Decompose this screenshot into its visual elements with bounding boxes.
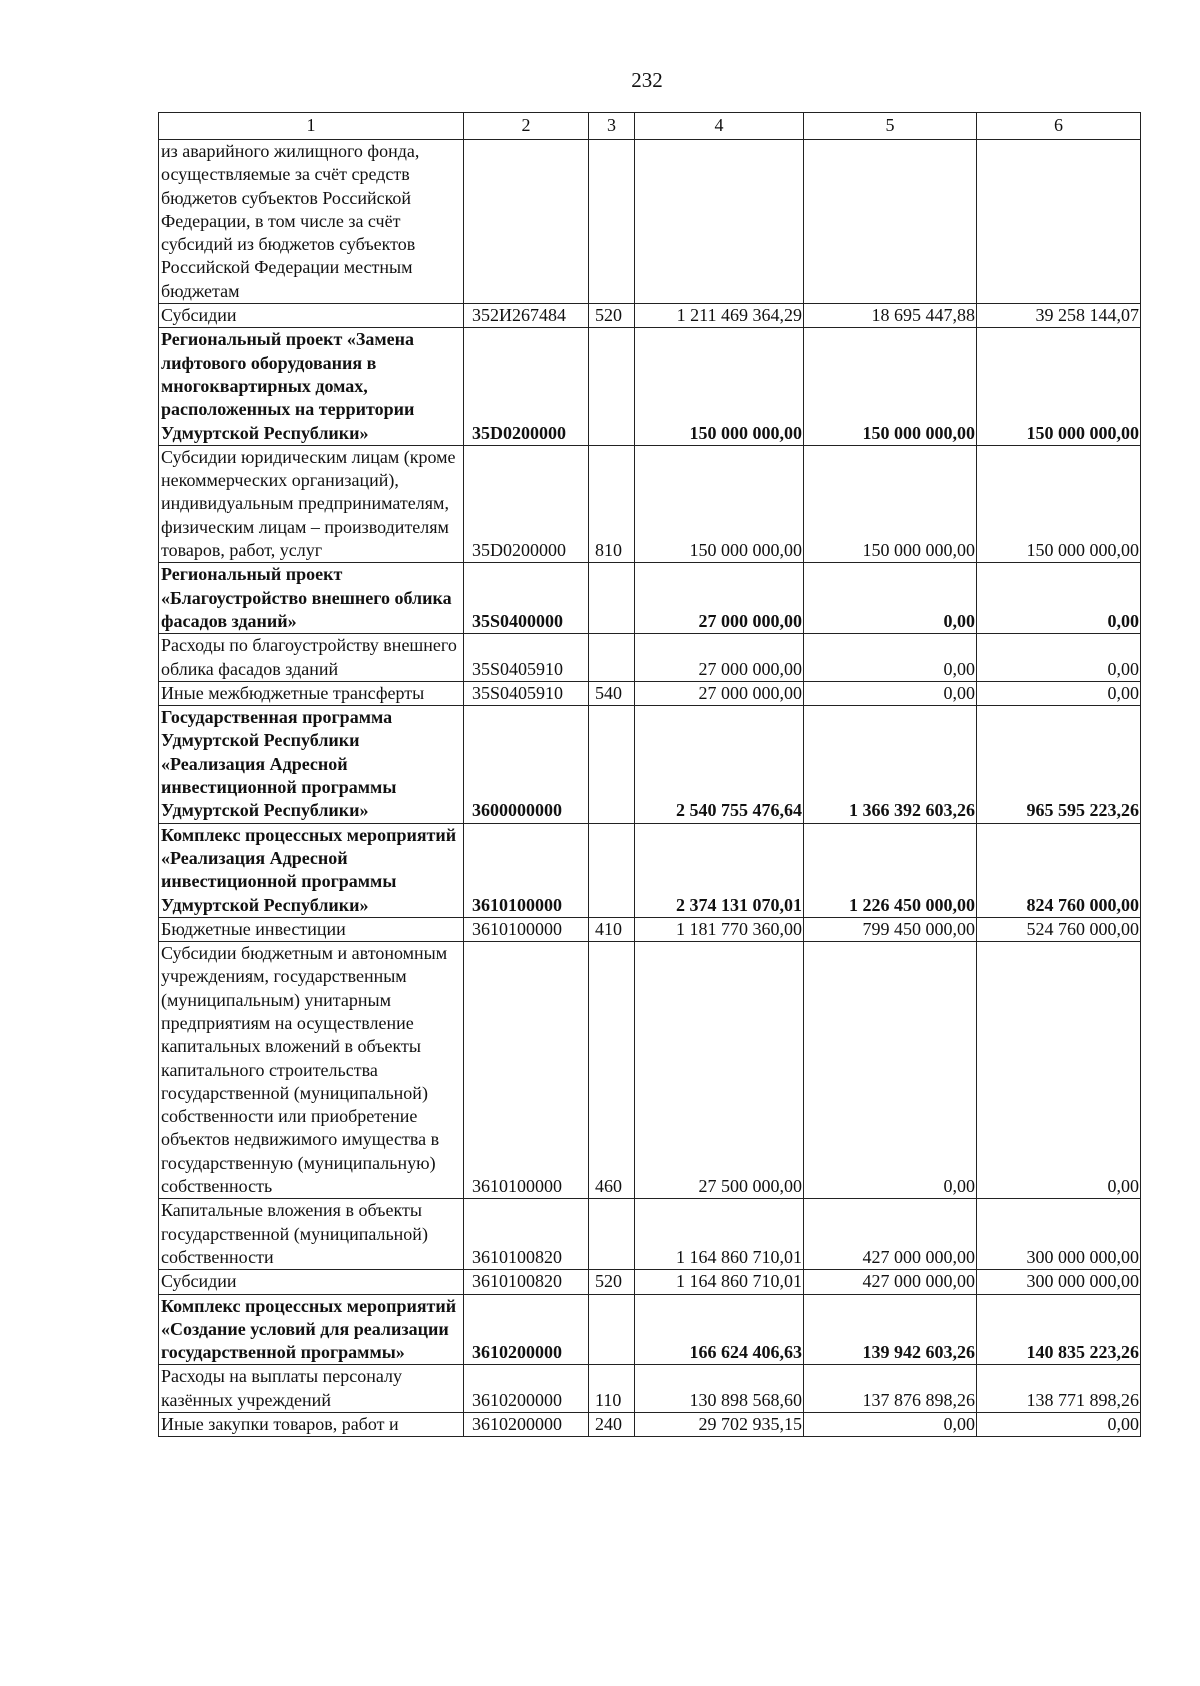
row-value-col5: 150 000 000,00 [804,445,977,562]
header-col-5: 5 [804,113,977,140]
row-value-col4: 27 000 000,00 [635,563,804,634]
row-value-col6: 300 000 000,00 [977,1199,1141,1270]
row-expense-type [589,706,635,823]
row-name: Капитальные вложения в объекты государственной (муниципальной) собственности [159,1199,464,1270]
table-row [159,823,1141,917]
row-value-col5: 1 226 450 000,00 [804,823,977,917]
row-value-col4: 2 374 131 070,01 [635,823,804,917]
row-name: Комплекс процессных мероприятий «Создание условий для реализации государственной программы» [159,1294,464,1365]
table-row [159,1365,1141,1413]
row-value-col4 [635,140,804,304]
row-code: 3610100000 [464,917,589,941]
row-value-col5: 799 450 000,00 [804,917,977,941]
table-row [159,140,1141,304]
row-value-col6: 0,00 [977,563,1141,634]
row-code: 3610100000 [464,942,589,1199]
row-name: Субсидии юридическим лицам (кроме некоммерческих организаций), индивидуальным предпринимателям, физическим лицам – производителям товаров, работ, услуг [159,445,464,562]
row-expense-type: 540 [589,681,635,705]
header-row [159,113,1141,140]
row-value-col5: 0,00 [804,563,977,634]
row-value-col4: 130 898 568,60 [635,1365,804,1413]
table-row [159,1270,1141,1294]
row-value-col6: 824 760 000,00 [977,823,1141,917]
row-expense-type: 520 [589,1270,635,1294]
row-name: Государственная программа Удмуртской Республики «Реализация Адресной инвестиционной программы Удмуртской Республики» [159,706,464,823]
row-value-col5: 150 000 000,00 [804,328,977,445]
row-value-col4: 1 211 469 364,29 [635,304,804,328]
row-value-col6: 0,00 [977,942,1141,1199]
row-code: 35S0405910 [464,681,589,705]
row-value-col5: 427 000 000,00 [804,1199,977,1270]
row-name: Иные межбюджетные трансферты [159,681,464,705]
table-row [159,706,1141,823]
row-value-col4: 1 164 860 710,01 [635,1270,804,1294]
row-expense-type [589,563,635,634]
row-code: 35S0405910 [464,634,589,682]
row-name: Иные закупки товаров, работ и [159,1413,464,1437]
row-value-col4: 29 702 935,15 [635,1413,804,1437]
row-code: 3610100000 [464,823,589,917]
row-value-col4: 2 540 755 476,64 [635,706,804,823]
budget-table [158,112,1141,1437]
row-name: Субсидии бюджетным и автономным учреждениям, государственным (муниципальным) унитарным предприятиям на осуществление капитальных вложений в объекты капитального строительства государственной (муниципальной) собственности или приобретение объектов недвижимого имущества в государственную (муниципальную) собственность [159,942,464,1199]
row-name: из аварийного жилищного фонда, осуществляемые за счёт средств бюджетов субъектов Российской Федерации, в том числе за счёт субсидий из бюджетов субъектов Российской Федерации местным бюджетам [159,140,464,304]
table-row [159,1199,1141,1270]
table-row [159,304,1141,328]
row-value-col4: 166 624 406,63 [635,1294,804,1365]
header-col-6: 6 [977,113,1141,140]
row-value-col5: 0,00 [804,634,977,682]
row-value-col6: 150 000 000,00 [977,445,1141,562]
row-code: 3600000000 [464,706,589,823]
row-value-col6: 0,00 [977,681,1141,705]
row-value-col5 [804,140,977,304]
row-value-col6 [977,140,1141,304]
row-code: 3610200000 [464,1413,589,1437]
table-row [159,634,1141,682]
row-code: 35S0400000 [464,563,589,634]
row-value-col5: 137 876 898,26 [804,1365,977,1413]
header-col-2: 2 [464,113,589,140]
table-row [159,445,1141,562]
row-name: Региональный проект «Замена лифтового оборудования в многоквартирных домах, расположенных на территории Удмуртской Республики» [159,328,464,445]
table-row [159,563,1141,634]
row-value-col6: 524 760 000,00 [977,917,1141,941]
table-row [159,942,1141,1199]
row-value-col6: 965 595 223,26 [977,706,1141,823]
row-value-col6: 0,00 [977,1413,1141,1437]
row-code: 3610100820 [464,1270,589,1294]
row-code: 352И267484 [464,304,589,328]
row-value-col5: 139 942 603,26 [804,1294,977,1365]
row-value-col6: 39 258 144,07 [977,304,1141,328]
row-code: 3610100820 [464,1199,589,1270]
row-code [464,140,589,304]
header-col-3: 3 [589,113,635,140]
row-value-col4: 1 181 770 360,00 [635,917,804,941]
table-row [159,917,1141,941]
table-row [159,328,1141,445]
row-name: Расходы на выплаты персоналу казённых учреждений [159,1365,464,1413]
row-value-col6: 140 835 223,26 [977,1294,1141,1365]
row-value-col5: 0,00 [804,681,977,705]
row-expense-type: 460 [589,942,635,1199]
row-name: Расходы по благоустройству внешнего облика фасадов зданий [159,634,464,682]
row-code: 3610200000 [464,1365,589,1413]
row-expense-type [589,1199,635,1270]
row-expense-type [589,1294,635,1365]
row-expense-type [589,140,635,304]
row-code: 3610200000 [464,1294,589,1365]
row-value-col6: 138 771 898,26 [977,1365,1141,1413]
page-number: 232 [631,68,663,92]
row-value-col5: 0,00 [804,942,977,1199]
row-code: 35D0200000 [464,328,589,445]
table-row [159,681,1141,705]
row-expense-type: 520 [589,304,635,328]
row-expense-type: 240 [589,1413,635,1437]
row-value-col6: 0,00 [977,634,1141,682]
row-expense-type: 110 [589,1365,635,1413]
row-value-col4: 150 000 000,00 [635,328,804,445]
row-name: Субсидии [159,1270,464,1294]
row-code: 35D0200000 [464,445,589,562]
row-expense-type [589,634,635,682]
row-expense-type: 810 [589,445,635,562]
row-expense-type [589,328,635,445]
table-row [159,1294,1141,1365]
row-value-col6: 300 000 000,00 [977,1270,1141,1294]
header-col-4: 4 [635,113,804,140]
row-name: Бюджетные инвестиции [159,917,464,941]
row-name: Субсидии [159,304,464,328]
row-value-col5: 427 000 000,00 [804,1270,977,1294]
row-expense-type [589,823,635,917]
row-value-col5: 1 366 392 603,26 [804,706,977,823]
row-value-col5: 18 695 447,88 [804,304,977,328]
table-row [159,1413,1141,1437]
row-name: Региональный проект «Благоустройство внешнего облика фасадов зданий» [159,563,464,634]
row-expense-type: 410 [589,917,635,941]
row-value-col5: 0,00 [804,1413,977,1437]
row-value-col4: 27 000 000,00 [635,681,804,705]
row-name: Комплекс процессных мероприятий «Реализация Адресной инвестиционной программы Удмуртской Республики» [159,823,464,917]
row-value-col4: 27 000 000,00 [635,634,804,682]
row-value-col4: 27 500 000,00 [635,942,804,1199]
row-value-col4: 150 000 000,00 [635,445,804,562]
row-value-col4: 1 164 860 710,01 [635,1199,804,1270]
header-col-1: 1 [159,113,464,140]
row-value-col6: 150 000 000,00 [977,328,1141,445]
